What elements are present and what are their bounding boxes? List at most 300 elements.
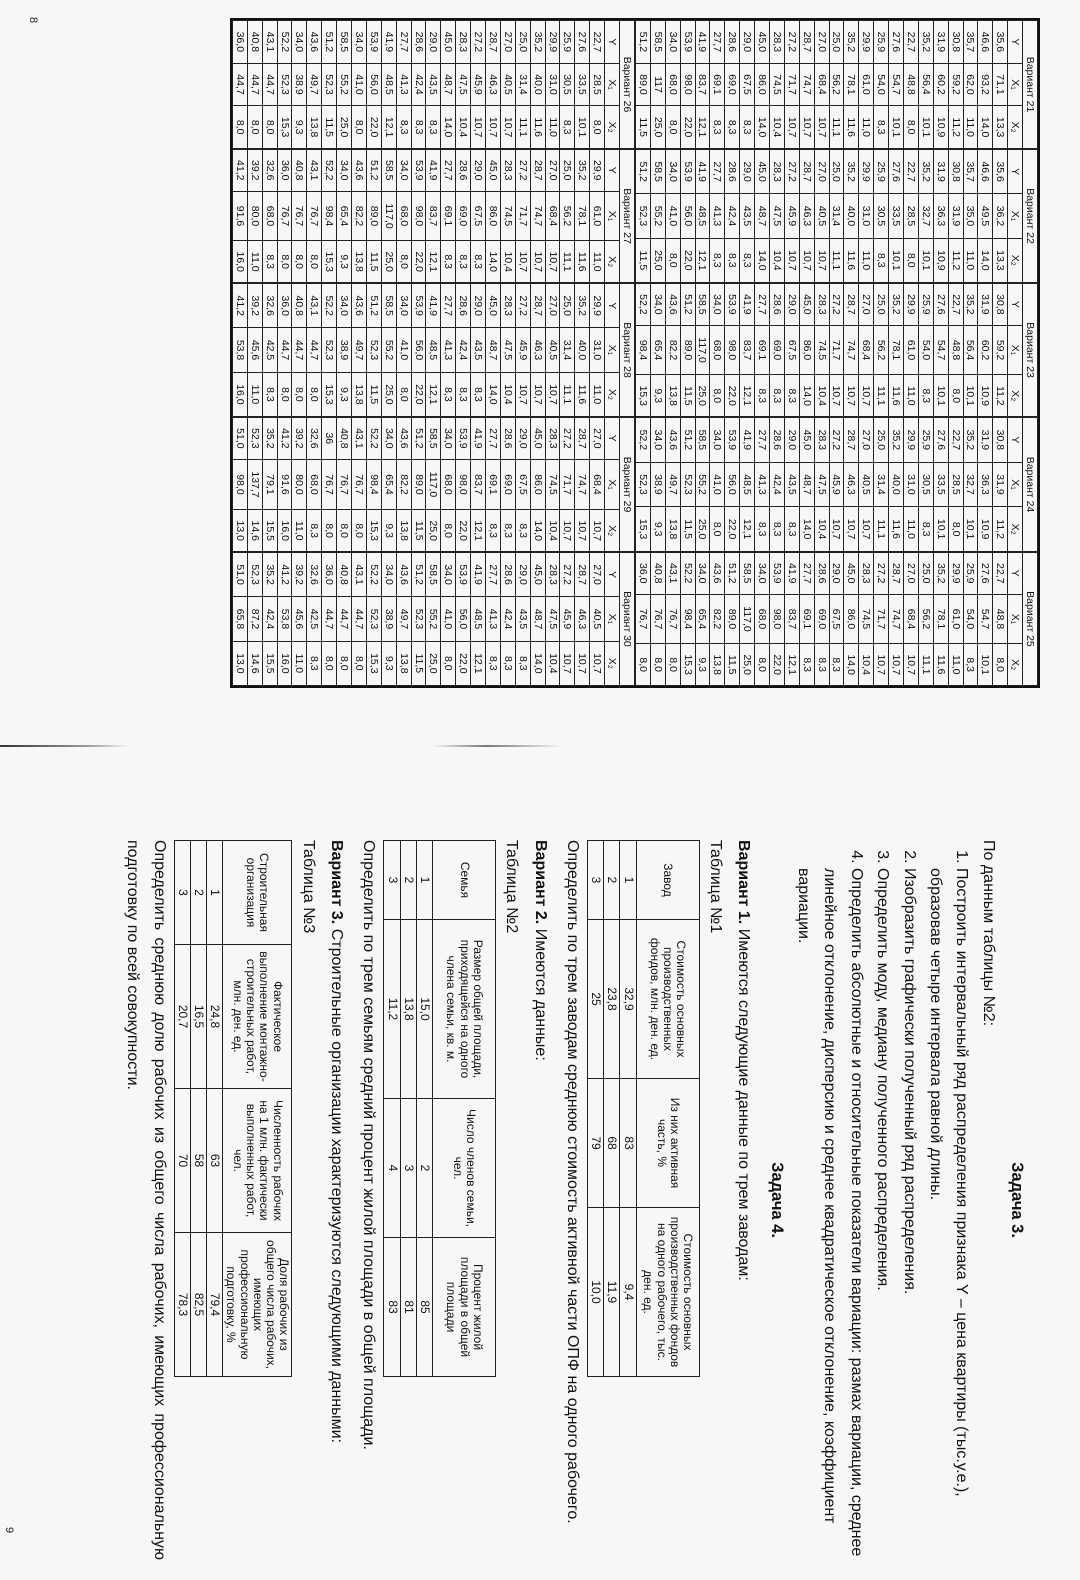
table-cell: 61,0 — [590, 191, 605, 241]
table-cell: 16,0 — [232, 372, 247, 416]
column-header: Y — [1008, 21, 1023, 64]
table-cell: 11,0 — [590, 241, 605, 283]
table-cell: 78,1 — [575, 191, 590, 241]
table2-header: Число членов семьи, чел. — [432, 1099, 495, 1238]
table-cell: 25,9 — [874, 21, 889, 64]
table-cell: 29,0 — [740, 149, 755, 193]
table-cell: 89,0 — [411, 459, 426, 510]
table-cell: 42,4 — [769, 462, 784, 507]
table-cell: 40,8 — [292, 149, 307, 191]
table-cell: 8,3 — [441, 372, 456, 416]
table-cell: 82,2 — [352, 191, 367, 241]
table-cell: 31,9 — [933, 149, 948, 193]
table-cell: 81 — [400, 1238, 416, 1377]
table-cell: 15,3 — [366, 510, 381, 551]
table-cell: 11,6 — [575, 372, 590, 416]
table-cell: 8,3 — [307, 641, 322, 685]
table-cell: 8,0 — [441, 641, 456, 685]
table-cell: 41,9 — [695, 21, 710, 64]
table-cell: 55,2 — [337, 63, 352, 106]
table-cell: 28,6 — [500, 552, 515, 596]
table-cell: 8,0 — [396, 241, 411, 283]
table-cell: 10,7 — [560, 510, 575, 551]
table-cell: 13,8 — [396, 510, 411, 551]
table-cell: 47,5 — [769, 194, 784, 238]
column-header: X₁ — [1008, 594, 1023, 644]
table-cell: 11,0 — [903, 507, 918, 552]
table-cell: 49,7 — [352, 328, 367, 372]
column-header: Y — [605, 552, 620, 596]
table-cell: 47,5 — [814, 462, 829, 507]
table-cell: 22,0 — [725, 375, 740, 417]
table1-header: Из них активная часть, % — [636, 1079, 699, 1208]
table-cell: 51,2 — [366, 149, 381, 191]
table-cell: 22,0 — [411, 372, 426, 416]
table-cell: 52,2 — [680, 552, 695, 594]
column-header: Y — [605, 284, 620, 328]
table-cell: 10,7 — [590, 641, 605, 685]
table-cell: 27,6 — [933, 418, 948, 463]
table-cell: 58,5 — [381, 284, 396, 328]
table-cell: 78,1 — [889, 325, 904, 375]
table-cell: 52,3 — [322, 328, 337, 372]
table-cell: 35,2 — [963, 418, 978, 463]
table-cell: 43,1 — [352, 552, 367, 596]
table-cell: 8,0 — [292, 372, 307, 416]
table-cell: 40,0 — [530, 63, 545, 106]
table-cell: 35,2 — [262, 552, 277, 596]
table-cell: 27,7 — [396, 21, 411, 64]
table-cell: 43,6 — [396, 552, 411, 596]
table-cell: 65,4 — [650, 325, 665, 375]
table-cell: 16,0 — [277, 510, 292, 551]
table-cell: 4 — [384, 1099, 400, 1238]
table-cell: 27,0 — [590, 418, 605, 459]
table-cell: 41,0 — [441, 597, 456, 641]
table-cell: 12,1 — [426, 372, 441, 416]
table-cell: 42,4 — [262, 597, 277, 641]
table-cell: 8,3 — [710, 106, 725, 149]
table-cell: 10,4 — [545, 641, 560, 685]
table-cell: 33,5 — [889, 194, 904, 238]
table-cell: 22,7 — [903, 21, 918, 64]
table-cell: 23,8 — [604, 920, 620, 1079]
table-cell: 46,3 — [486, 63, 501, 106]
table-cell: 28,3 — [545, 552, 560, 596]
table-cell: 34,0 — [396, 284, 411, 328]
table-cell: 10,7 — [500, 106, 515, 149]
table-cell: 11,5 — [366, 372, 381, 416]
table-cell: 43,6 — [307, 21, 322, 64]
table-cell: 31,9 — [993, 462, 1008, 507]
table-cell: 29,0 — [515, 418, 530, 459]
table-cell: 8,0 — [307, 241, 322, 283]
table-cell: 41,9 — [695, 149, 710, 193]
table-cell: 76,7 — [322, 459, 337, 510]
table-cell: 68,4 — [903, 594, 918, 644]
table-cell: 82,2 — [665, 325, 680, 375]
table-cell: 79,4 — [207, 1233, 223, 1377]
table-cell: 28,7 — [486, 21, 501, 64]
table-cell: 11,6 — [844, 238, 859, 282]
column-header: X₁ — [1008, 325, 1023, 375]
table-cell: 28,3 — [500, 284, 515, 328]
variant3-question: Определить среднюю долю рабочих из общего числа рабочих, имеющих профессиональную подготовку по всей совокупности. — [124, 840, 168, 1560]
table-cell: 11,2 — [993, 375, 1008, 417]
table-cell: 58,5 — [426, 418, 441, 459]
table-cell: 42,5 — [262, 328, 277, 372]
table-cell: 53,9 — [725, 284, 740, 326]
table-cell: 28,5 — [948, 462, 963, 507]
table-cell: 27,0 — [500, 21, 515, 64]
table-cell: 34,0 — [381, 552, 396, 596]
table-cell: 35,0 — [963, 194, 978, 238]
table-cell: 10,4 — [500, 241, 515, 283]
table-cell: 10,7 — [784, 106, 799, 149]
table-cell: 28,6 — [411, 21, 426, 64]
variant-title: Вариант 26 — [620, 21, 635, 149]
table-cell: 35,7 — [963, 21, 978, 64]
table-cell: 82,2 — [396, 459, 411, 510]
table-cell: 49,7 — [665, 462, 680, 507]
table-cell: 69,1 — [441, 191, 456, 241]
table-cell: 41,0 — [352, 63, 367, 106]
table-cell: 36,0 — [322, 552, 337, 596]
table-cell: 98,4 — [322, 191, 337, 241]
table-cell: 15,3 — [322, 372, 337, 416]
table-cell: 27,2 — [784, 149, 799, 193]
table-cell: 55,2 — [426, 597, 441, 641]
table-cell: 41,0 — [665, 194, 680, 238]
table-row — [620, 841, 636, 1377]
table-cell: 45,9 — [829, 462, 844, 507]
table3-header: Численность рабочих на 1 млн. фактически выполненных работ, чел. — [223, 1089, 292, 1233]
table-cell: 31,4 — [560, 328, 575, 372]
table-cell: 98,4 — [680, 594, 695, 644]
table-cell: 56,0 — [725, 462, 740, 507]
text-page — [40, 840, 1030, 1560]
table-cell: 36,0 — [635, 552, 650, 594]
table-cell: 11,5 — [635, 106, 650, 149]
table-cell: 53,9 — [456, 418, 471, 459]
table-cell: 65,8 — [232, 597, 247, 641]
table-cell: 58 — [190, 1089, 206, 1233]
table-cell: 8,0 — [710, 375, 725, 417]
table-cell: 51,2 — [411, 552, 426, 596]
task3-item: 2. Изобразить графически полученный ряд распределения. — [895, 868, 921, 1560]
table-cell: 8,0 — [993, 644, 1008, 686]
table-cell: 8,3 — [411, 106, 426, 149]
table-cell: 8,0 — [948, 375, 963, 417]
table-cell: 27,0 — [545, 149, 560, 191]
table-cell: 45,0 — [486, 284, 501, 328]
table-cell: 43,1 — [665, 552, 680, 594]
table-cell: 71,7 — [829, 325, 844, 375]
table-cell: 58,5 — [381, 149, 396, 191]
table-cell: 68,0 — [307, 459, 322, 510]
table-cell: 48,8 — [948, 325, 963, 375]
table-cell: 28,3 — [859, 552, 874, 594]
table-cell: 14,0 — [486, 241, 501, 283]
table-cell: 67,5 — [784, 325, 799, 375]
table-cell: 3 — [174, 841, 190, 945]
table-cell: 28,5 — [903, 194, 918, 238]
table-cell: 14,0 — [978, 106, 993, 149]
column-header: Y — [605, 21, 620, 64]
table-cell: 30,5 — [874, 194, 889, 238]
table-cell: 43,6 — [396, 418, 411, 459]
table-cell: 11,1 — [829, 238, 844, 282]
table-cell: 31,4 — [515, 63, 530, 106]
table-cell: 8,3 — [918, 507, 933, 552]
table-cell: 86,0 — [844, 594, 859, 644]
table-cell: 79,1 — [262, 459, 277, 510]
table-cell: 29,0 — [784, 284, 799, 326]
table-cell: 29,9 — [590, 149, 605, 191]
table-cell: 46,3 — [799, 194, 814, 238]
table-cell: 10,9 — [933, 106, 948, 149]
table-cell: 52,2 — [277, 21, 292, 64]
table-cell: 55,2 — [695, 462, 710, 507]
table-cell: 35,2 — [963, 284, 978, 326]
table-cell: 68,0 — [755, 594, 770, 644]
table-cell: 56,0 — [411, 328, 426, 372]
table-cell: 12,1 — [426, 241, 441, 283]
table-cell: 11,6 — [933, 644, 948, 686]
table-cell: 10,7 — [844, 507, 859, 552]
table-cell: 11,2 — [993, 507, 1008, 552]
table-cell: 22,7 — [948, 418, 963, 463]
table-cell: 27,0 — [859, 418, 874, 463]
table-cell: 48,5 — [426, 328, 441, 372]
table-cell: 32,6 — [262, 149, 277, 191]
table-cell: 53,8 — [277, 597, 292, 641]
table-cell: 43,1 — [307, 284, 322, 328]
table-cell: 74,7 — [530, 191, 545, 241]
table-cell: 8,3 — [755, 375, 770, 417]
table-cell: 42,4 — [500, 597, 515, 641]
table-cell: 11,9 — [604, 1208, 620, 1377]
table-cell: 2 — [416, 1099, 432, 1238]
table-cell: 28,6 — [769, 418, 784, 463]
table-cell: 51,2 — [680, 284, 695, 326]
column-header: X₁ — [1008, 63, 1023, 106]
table-cell: 71,7 — [874, 594, 889, 644]
table-cell: 11,6 — [844, 106, 859, 149]
table-cell: 70 — [174, 1089, 190, 1233]
table-cell: 29,0 — [426, 21, 441, 64]
table-cell: 31,9 — [978, 284, 993, 326]
table-cell: 8,3 — [515, 641, 530, 685]
table-cell: 28,7 — [889, 552, 904, 594]
table-cell: 71,7 — [784, 63, 799, 106]
table-cell: 58,5 — [650, 21, 665, 64]
table-cell: 10,1 — [963, 507, 978, 552]
table-cell: 8,3 — [262, 241, 277, 283]
table-cell: 42,4 — [456, 328, 471, 372]
table-cell: 8,3 — [740, 106, 755, 149]
table-cell: 11,0 — [292, 641, 307, 685]
variant1-text: Имеются следующие данные по трем заводам: — [735, 928, 753, 1281]
table-cell: 34,0 — [695, 552, 710, 594]
table-cell: 16,0 — [232, 241, 247, 283]
table-cell: 11,2 — [948, 238, 963, 282]
table-cell: 74,5 — [545, 459, 560, 510]
table-cell: 15,3 — [635, 375, 650, 417]
table-cell: 8,3 — [799, 644, 814, 686]
table-cell: 27,2 — [515, 284, 530, 328]
table-cell: 28,3 — [814, 284, 829, 326]
task3-title: Задача 3. — [1008, 1162, 1026, 1238]
table-cell: 68,0 — [262, 191, 277, 241]
table-cell: 14,0 — [799, 507, 814, 552]
table-cell: 10,7 — [545, 241, 560, 283]
table-cell: 40,0 — [575, 328, 590, 372]
table-cell: 63 — [207, 1089, 223, 1233]
table-cell: 11,5 — [322, 106, 337, 149]
table-cell: 53,9 — [680, 21, 695, 64]
table-cell: 45,6 — [292, 597, 307, 641]
column-header: Y — [605, 418, 620, 459]
table-cell: 52,3 — [635, 194, 650, 238]
table-cell: 48,5 — [695, 194, 710, 238]
table-cell: 9,3 — [381, 641, 396, 685]
table-cell: 43,5 — [426, 63, 441, 106]
table-cell: 43,6 — [710, 552, 725, 594]
table-cell: 91,6 — [277, 459, 292, 510]
column-header: X₁ — [605, 597, 620, 641]
table-cell: 52,3 — [680, 462, 695, 507]
table-cell: 25,9 — [918, 418, 933, 463]
table-cell: 31,0 — [590, 328, 605, 372]
table-row — [416, 841, 432, 1377]
table-cell: 34,0 — [352, 21, 367, 64]
table-cell: 45,0 — [530, 418, 545, 459]
task3-intro: По данным таблицы №2: — [979, 840, 997, 1027]
table-cell: 12,1 — [471, 641, 486, 685]
table-cell: 41,0 — [396, 328, 411, 372]
table-cell: 30,8 — [948, 21, 963, 64]
table-cell: 43,5 — [471, 328, 486, 372]
table-cell: 43,5 — [740, 194, 755, 238]
column-header: X₂ — [605, 372, 620, 416]
table-cell: 35,2 — [262, 418, 277, 459]
table-cell: 54,7 — [889, 63, 904, 106]
column-header: Y — [1008, 418, 1023, 463]
table-cell: 34,0 — [396, 149, 411, 191]
table-cell: 13,8 — [352, 372, 367, 416]
table-cell: 48,7 — [530, 597, 545, 641]
table-cell: 10,7 — [829, 375, 844, 417]
table-cell: 8,3 — [456, 372, 471, 416]
table-cell: 31,9 — [948, 194, 963, 238]
table-cell: 56,2 — [560, 191, 575, 241]
table-cell: 74,5 — [859, 594, 874, 644]
table-cell: 48,5 — [381, 63, 396, 106]
table-cell: 13,8 — [400, 920, 416, 1099]
table-cell: 32,7 — [918, 194, 933, 238]
table-cell: 76,7 — [337, 459, 352, 510]
table-row — [384, 841, 400, 1377]
table-cell: 25,9 — [874, 149, 889, 193]
table-cell: 8,3 — [784, 507, 799, 552]
table-cell: 15,0 — [416, 920, 432, 1099]
table-cell: 11,0 — [247, 241, 262, 283]
table3-header: Доля рабочих из общего числа рабочих, имеющих профессиональную подготовку, % — [223, 1233, 292, 1377]
table-cell: 31,0 — [545, 63, 560, 106]
table-cell: 69,1 — [755, 325, 770, 375]
table-cell: 25,0 — [381, 372, 396, 416]
table-cell: 28,6 — [769, 284, 784, 326]
table-cell: 24,8 — [207, 945, 223, 1089]
table-cell: 48,7 — [486, 328, 501, 372]
table-cell: 10,4 — [814, 507, 829, 552]
table-cell: 10,7 — [814, 106, 829, 149]
table-cell: 78,3 — [174, 1233, 190, 1377]
table-cell: 45,9 — [784, 194, 799, 238]
table-cell: 12,1 — [695, 106, 710, 149]
table-cell: 8,0 — [441, 510, 456, 551]
table-cell: 83,7 — [740, 325, 755, 375]
table-cell: 10,7 — [799, 238, 814, 282]
table-cell: 13,8 — [396, 641, 411, 685]
table-cell: 28,3 — [814, 418, 829, 463]
table-cell: 10,7 — [575, 641, 590, 685]
table-cell: 10,7 — [545, 372, 560, 416]
table-cell: 14,0 — [441, 106, 456, 149]
table-cell: 74,5 — [500, 191, 515, 241]
table-cell: 69,0 — [456, 191, 471, 241]
table-cell: 48,5 — [740, 462, 755, 507]
table-cell: 8,3 — [740, 238, 755, 282]
table-cell: 41,3 — [441, 328, 456, 372]
table-cell: 32,9 — [620, 920, 636, 1079]
table-cell: 40,5 — [859, 462, 874, 507]
table-cell: 10,4 — [769, 106, 784, 149]
table-cell: 49,7 — [307, 63, 322, 106]
table-cell: 52,3 — [322, 63, 337, 106]
table-cell: 98,4 — [635, 325, 650, 375]
task3-item: 3. Определить моду, медиану полученного распределения. — [869, 868, 895, 1560]
table-cell: 8,3 — [874, 238, 889, 282]
table-cell: 8,0 — [396, 372, 411, 416]
table-cell: 61,0 — [903, 325, 918, 375]
table-cell: 28,6 — [456, 284, 471, 328]
table-cell: 45,0 — [844, 552, 859, 594]
table-cell: 56,0 — [680, 194, 695, 238]
table-cell: 45,6 — [247, 328, 262, 372]
table-cell: 8,0 — [262, 106, 277, 149]
table-cell: 41,2 — [232, 149, 247, 191]
table-cell: 25,9 — [560, 21, 575, 64]
table-cell: 56,0 — [456, 597, 471, 641]
table-cell: 12,1 — [381, 106, 396, 149]
variant1-question: Определить по трем заводам среднюю стоимость активной части ОПФ на одного рабочего. — [564, 840, 582, 1524]
table-cell: 86,0 — [486, 191, 501, 241]
table-cell: 40,5 — [545, 328, 560, 372]
table-cell: 10,1 — [889, 106, 904, 149]
table-cell: 2 — [604, 841, 620, 920]
table-cell: 45,9 — [471, 63, 486, 106]
table-cell: 76,7 — [307, 191, 322, 241]
table-cell: 117,0 — [740, 594, 755, 644]
table-cell: 40,8 — [337, 418, 352, 459]
table-cell: 10,7 — [859, 375, 874, 417]
table-cell: 22,0 — [769, 644, 784, 686]
table-cell: 22,0 — [725, 507, 740, 552]
table-cell: 25,9 — [918, 284, 933, 326]
table-cell: 54,7 — [978, 594, 993, 644]
